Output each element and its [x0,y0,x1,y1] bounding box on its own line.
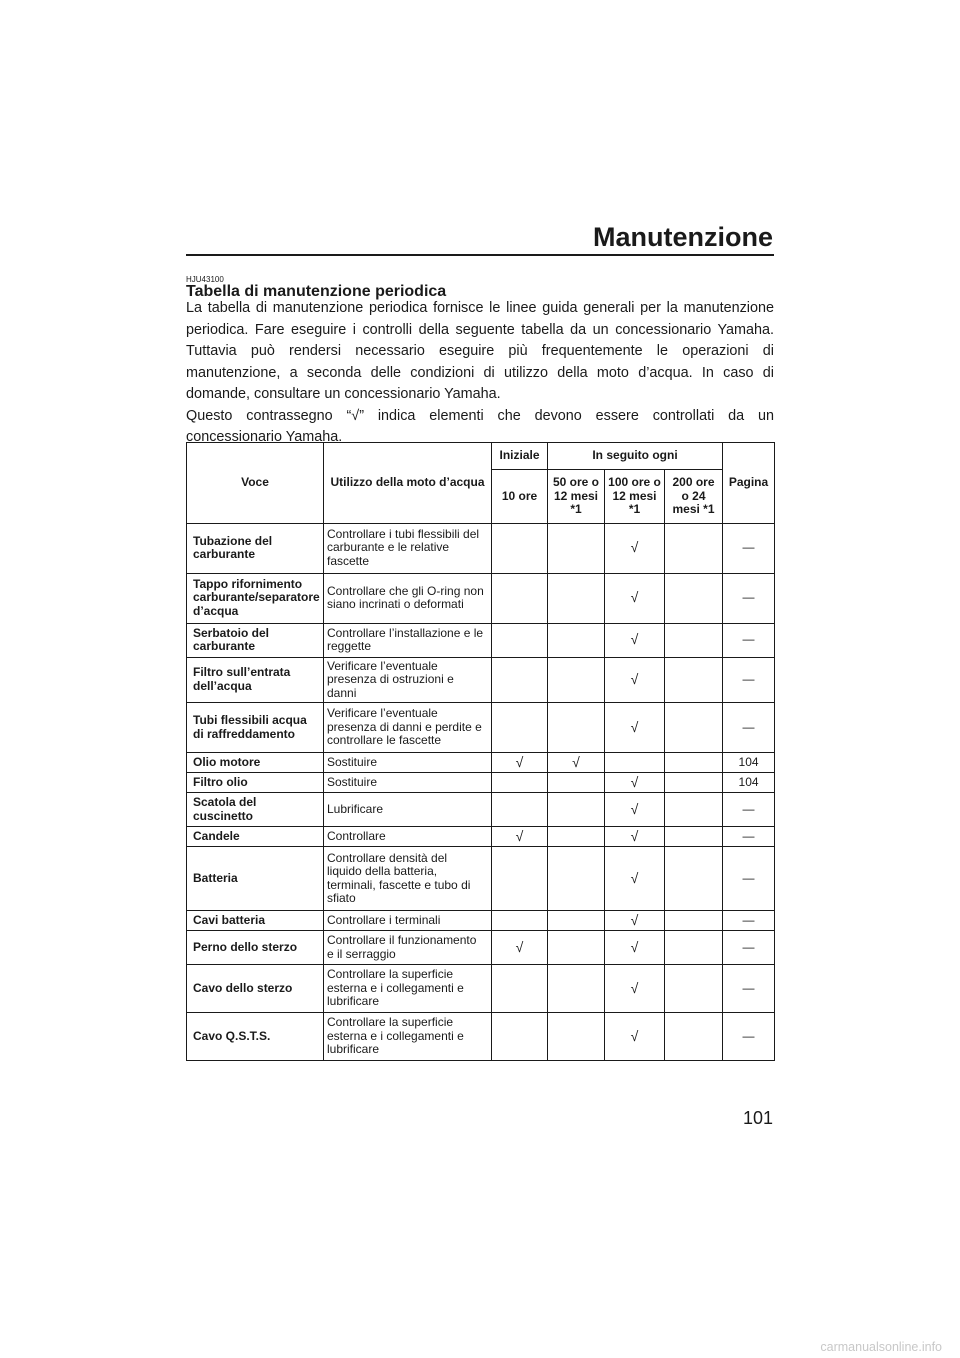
check-200h-cell [665,827,723,847]
check-10h-cell [492,1013,548,1061]
page-ref-cell: — [723,911,775,931]
header-item: Voce [187,443,324,524]
action-cell: Verificare l’eventuale presenza di ostruzioni e danni [324,657,492,703]
table-row [187,793,775,827]
check-100h-cell: √ [605,623,665,657]
action-cell: Controllare [324,827,492,847]
check-10h-cell [492,965,548,1013]
table-row [187,573,775,623]
check-10h-cell [492,911,548,931]
check-200h-cell [665,573,723,623]
action-cell: Controllare densità del liquido della batteria, terminali, fascette e tubo di sfiato [324,847,492,911]
check-100h-cell: √ [605,911,665,931]
check-50h-cell [548,523,605,573]
table-row [187,753,775,773]
check-100h-cell: √ [605,827,665,847]
action-cell: Sostituire [324,753,492,773]
item-cell: Cavo dello sterzo [187,965,324,1013]
watermark: carmanualsonline.info [820,1340,942,1354]
table-row [187,703,775,753]
action-cell: Controllare i tubi flessibili del carburante e le relative fascette [324,523,492,573]
check-10h-cell [492,623,548,657]
action-cell: Controllare l’installazione e le reggette [324,623,492,657]
page-ref-cell: — [723,847,775,911]
header-rule [186,254,774,256]
check-100h-cell: √ [605,931,665,965]
check-50h-cell [548,773,605,793]
check-10h-cell [492,523,548,573]
action-cell: Controllare i terminali [324,911,492,931]
header-200h: 200 ore o 24 mesi *1 [665,470,723,524]
page-ref-cell: — [723,573,775,623]
item-cell: Cavi batteria [187,911,324,931]
check-50h-cell [548,827,605,847]
check-100h-cell: √ [605,703,665,753]
header-initial: Iniziale [492,443,548,470]
check-200h-cell [665,965,723,1013]
page-header-title: Manutenzione [593,222,773,252]
section-title: Tabella di manutenzione periodica [186,283,447,300]
intro-paragraph: La tabella di manutenzione periodica fornisce le linee guida generali per la manutenzione periodica. Fare eseguire i controlli della seguente tabella da un concessionario Yamaha. Tuttavia può rendersi necessario eseguire più frequentemente le operazioni di manutenzione, a seconda delle condizioni di utilizzo della moto d’acqua. In caso di domande, consultare un concessionario Yamaha. [186,300,774,402]
item-cell: Olio motore [187,753,324,773]
check-10h-cell: √ [492,753,548,773]
page-ref-cell: — [723,657,775,703]
table-row [187,827,775,847]
header-page: Pagina [723,443,775,524]
header-usage: Utilizzo della moto d’acqua [324,443,492,524]
table-row [187,965,775,1013]
item-cell: Batteria [187,847,324,911]
check-200h-cell [665,623,723,657]
table-row [187,931,775,965]
header-100h: 100 ore o 12 mesi *1 [605,470,665,524]
page-ref-cell: — [723,623,775,657]
item-cell: Cavo Q.S.T.S. [187,1013,324,1061]
check-200h-cell [665,773,723,793]
check-50h-cell [548,965,605,1013]
action-cell: Controllare che gli O-ring non siano incrinati o deformati [324,573,492,623]
action-cell: Controllare la superficie esterna e i collegamenti e lubrificare [324,1013,492,1061]
table-row [187,847,775,911]
item-cell: Perno dello sterzo [187,931,324,965]
check-200h-cell [665,753,723,773]
table-row [187,657,775,703]
check-100h-cell: √ [605,793,665,827]
section-code: HJU43100 [186,275,224,284]
check-200h-cell [665,703,723,753]
check-50h-cell [548,623,605,657]
item-cell: Scatola del cuscinetto [187,793,324,827]
table-row [187,523,775,573]
check-100h-cell: √ [605,847,665,911]
check-10h-cell [492,573,548,623]
table-body [187,523,775,1061]
header-10h: 10 ore [492,470,548,524]
check-50h-cell [548,793,605,827]
check-100h-cell: √ [605,573,665,623]
action-cell: Controllare la superficie esterna e i collegamenti e lubrificare [324,965,492,1013]
page-ref-cell: — [723,827,775,847]
check-10h-cell [492,703,548,753]
check-200h-cell [665,1013,723,1061]
page-ref-cell: 104 [723,773,775,793]
table-row [187,911,775,931]
check-10h-cell: √ [492,827,548,847]
header-50h: 50 ore o 12 mesi *1 [548,470,605,524]
table-row [187,623,775,657]
item-cell: Serbatoio del carburante [187,623,324,657]
check-10h-cell: √ [492,931,548,965]
item-cell: Filtro sull’entrata dell’acqua [187,657,324,703]
check-100h-cell: √ [605,965,665,1013]
maintenance-table [186,442,775,1061]
item-cell: Tappo rifornimento carburante/separatore d’acqua [187,573,324,623]
page-ref-cell: — [723,523,775,573]
item-cell: Tubi flessibili acqua di raffreddamento [187,703,324,753]
check-100h-cell: √ [605,523,665,573]
check-100h-cell: √ [605,773,665,793]
check-200h-cell [665,847,723,911]
table-row [187,1013,775,1061]
check-200h-cell [665,911,723,931]
page-ref-cell: — [723,703,775,753]
checkmark-note: Questo contrassegno “√” indica elementi che devono essere controllati da un concessionario Yamaha. [186,407,774,445]
table-row [187,773,775,793]
check-200h-cell [665,793,723,827]
page-number: 101 [742,1108,773,1128]
check-10h-cell [492,657,548,703]
page-ref-cell: — [723,793,775,827]
page-ref-cell: 104 [723,753,775,773]
check-100h-cell: √ [605,657,665,703]
action-cell: Lubrificare [324,793,492,827]
page-ref-cell: — [723,965,775,1013]
check-200h-cell [665,657,723,703]
check-10h-cell [492,773,548,793]
check-100h-cell: √ [605,1013,665,1061]
action-cell: Verificare l’eventuale presenza di danni e perdite e controllare le fascette [324,703,492,753]
check-50h-cell [548,847,605,911]
page-ref-cell: — [723,931,775,965]
check-50h-cell [548,573,605,623]
check-50h-cell [548,1013,605,1061]
check-50h-cell [548,657,605,703]
check-50h-cell [548,911,605,931]
check-50h-cell [548,703,605,753]
page-ref-cell: — [723,1013,775,1061]
check-200h-cell [665,931,723,965]
check-50h-cell [548,931,605,965]
check-100h-cell [605,753,665,773]
check-50h-cell: √ [548,753,605,773]
item-cell: Filtro olio [187,773,324,793]
body-text [186,298,774,449]
item-cell: Candele [187,827,324,847]
check-10h-cell [492,793,548,827]
check-10h-cell [492,847,548,911]
action-cell: Controllare il funzionamento e il serraggio [324,931,492,965]
action-cell: Sostituire [324,773,492,793]
header-thereafter: In seguito ogni [548,443,723,470]
item-cell: Tubazione del carburante [187,523,324,573]
check-200h-cell [665,523,723,573]
